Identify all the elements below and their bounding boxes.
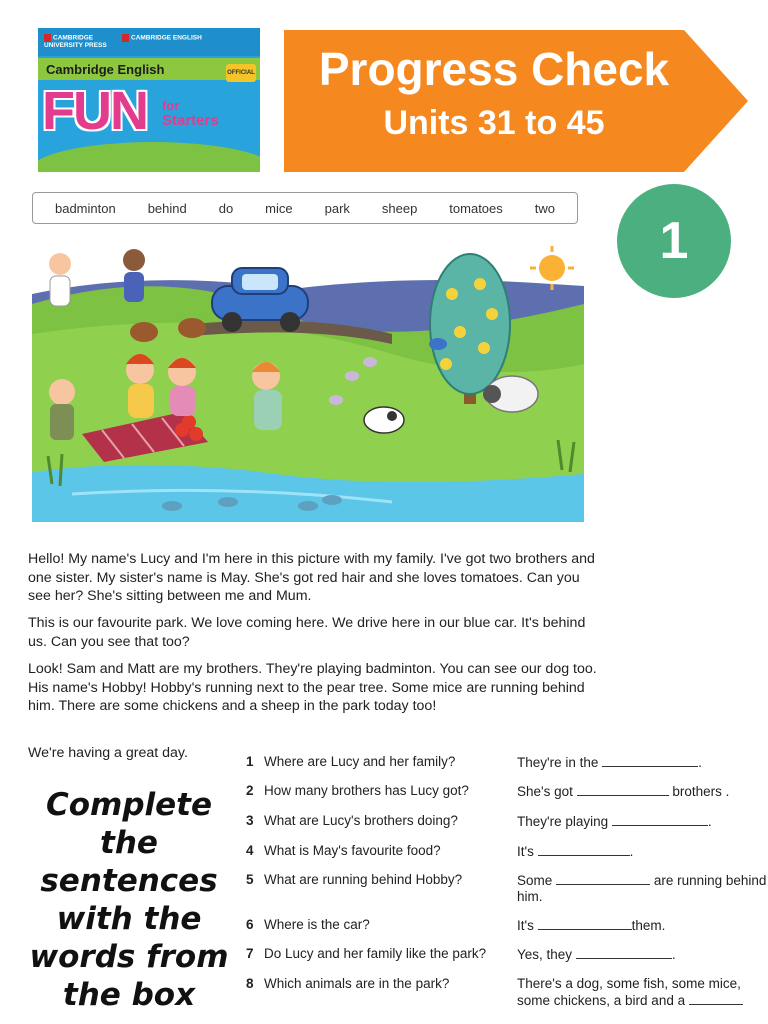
passage-paragraph: We're having a great day. <box>28 745 188 761</box>
cover-level: Starters <box>162 112 219 129</box>
word-box-word: do <box>218 200 234 216</box>
question-text: Which animals are in the park? <box>264 976 450 991</box>
question-text: Where is the car? <box>264 917 370 932</box>
question-text: Do Lucy and her family like the park? <box>264 946 487 961</box>
word-box-word: sheep <box>381 200 418 216</box>
official-badge: OFFICIAL <box>226 64 256 82</box>
question-text: What are running behind Hobby? <box>264 872 463 887</box>
cover-brand: Cambridge English <box>46 62 165 77</box>
passage-paragraph: Hello! My name's Lucy and I'm here in this picture with my family. I've got two brothers and one sister. My sister's name is May. She's got red hair and she loves tomatoes. Can you see her? She's sitting between me and Mum. <box>28 551 595 604</box>
question-text: What are Lucy's brothers doing? <box>264 813 458 828</box>
word-box <box>32 192 578 224</box>
word-box-word: tomatoes <box>449 200 503 216</box>
book-cover <box>38 28 260 172</box>
answer-line: There's a dog, some fish, some mice, some chickens, a bird and a <box>517 976 741 1008</box>
answer-blank[interactable] <box>612 813 708 826</box>
instruction-text: Complete the sentences with the words from the box <box>29 787 229 1013</box>
cover-for: for <box>162 98 180 113</box>
progress-check-banner <box>284 30 748 172</box>
question-number: 5 <box>246 872 254 887</box>
answer-line: It's them. <box>517 918 666 933</box>
cover-hill <box>38 142 260 172</box>
answer-blank[interactable] <box>602 754 698 767</box>
question-text: How many brothers has Lucy got? <box>264 783 469 798</box>
question-number: 1 <box>246 754 254 769</box>
passage-paragraph: This is our favourite park. We love coming here. We drive here in our blue car. It's behind us. Can you see that too? <box>28 615 586 650</box>
answer-line: It's . <box>517 844 634 859</box>
answer-line: Some are running behind him. <box>517 873 767 904</box>
cover-publisher-left: CAMBRIDGE UNIVERSITY PRESS <box>44 34 107 49</box>
question-number: 2 <box>246 783 254 798</box>
banner-subtitle: Units 31 to 45 <box>383 104 605 142</box>
park-illustration <box>32 244 584 522</box>
answer-blank[interactable] <box>556 872 650 885</box>
answer-line: They're in the . <box>517 755 702 770</box>
word-box-word: mice <box>265 200 293 216</box>
word-box-word: park <box>324 200 350 216</box>
cover-publisher-right: CAMBRIDGE ENGLISH <box>122 34 212 42</box>
word-box-word: badminton <box>54 200 116 216</box>
answer-blank[interactable] <box>538 917 632 930</box>
answer-blank[interactable] <box>689 992 743 1005</box>
passage-paragraph: Look! Sam and Matt are my brothers. They're playing badminton. You can see our dog too. His name's Hobby! Hobby's running next to the pear tree. Some mice are running behind him. There are some chickens and a sheep in the park today too! <box>28 661 597 714</box>
question-number: 4 <box>246 843 254 858</box>
answer-blank[interactable] <box>576 946 672 959</box>
question-number: 7 <box>246 946 254 961</box>
cover-title: FUN <box>42 81 147 141</box>
answer-line: Yes, they . <box>517 947 676 962</box>
word-box-word: behind <box>147 200 187 216</box>
answer-line: She's got brothers . <box>517 784 730 799</box>
question-text: What is May's favourite food? <box>264 843 441 858</box>
cambridge-shield-icon <box>44 34 51 42</box>
question-number: 3 <box>246 813 254 828</box>
answer-blank[interactable] <box>577 783 669 796</box>
exercise-number-badge: 1 <box>617 184 731 298</box>
answer-line: They're playing . <box>517 814 712 829</box>
question-text: Where are Lucy and her family? <box>264 754 456 769</box>
answer-blank[interactable] <box>538 843 630 856</box>
question-number: 6 <box>246 917 254 932</box>
banner-title: Progress Check <box>318 43 670 95</box>
question-number: 8 <box>246 976 254 991</box>
word-box-word: two <box>534 200 555 216</box>
cambridge-shield-icon <box>122 34 129 42</box>
